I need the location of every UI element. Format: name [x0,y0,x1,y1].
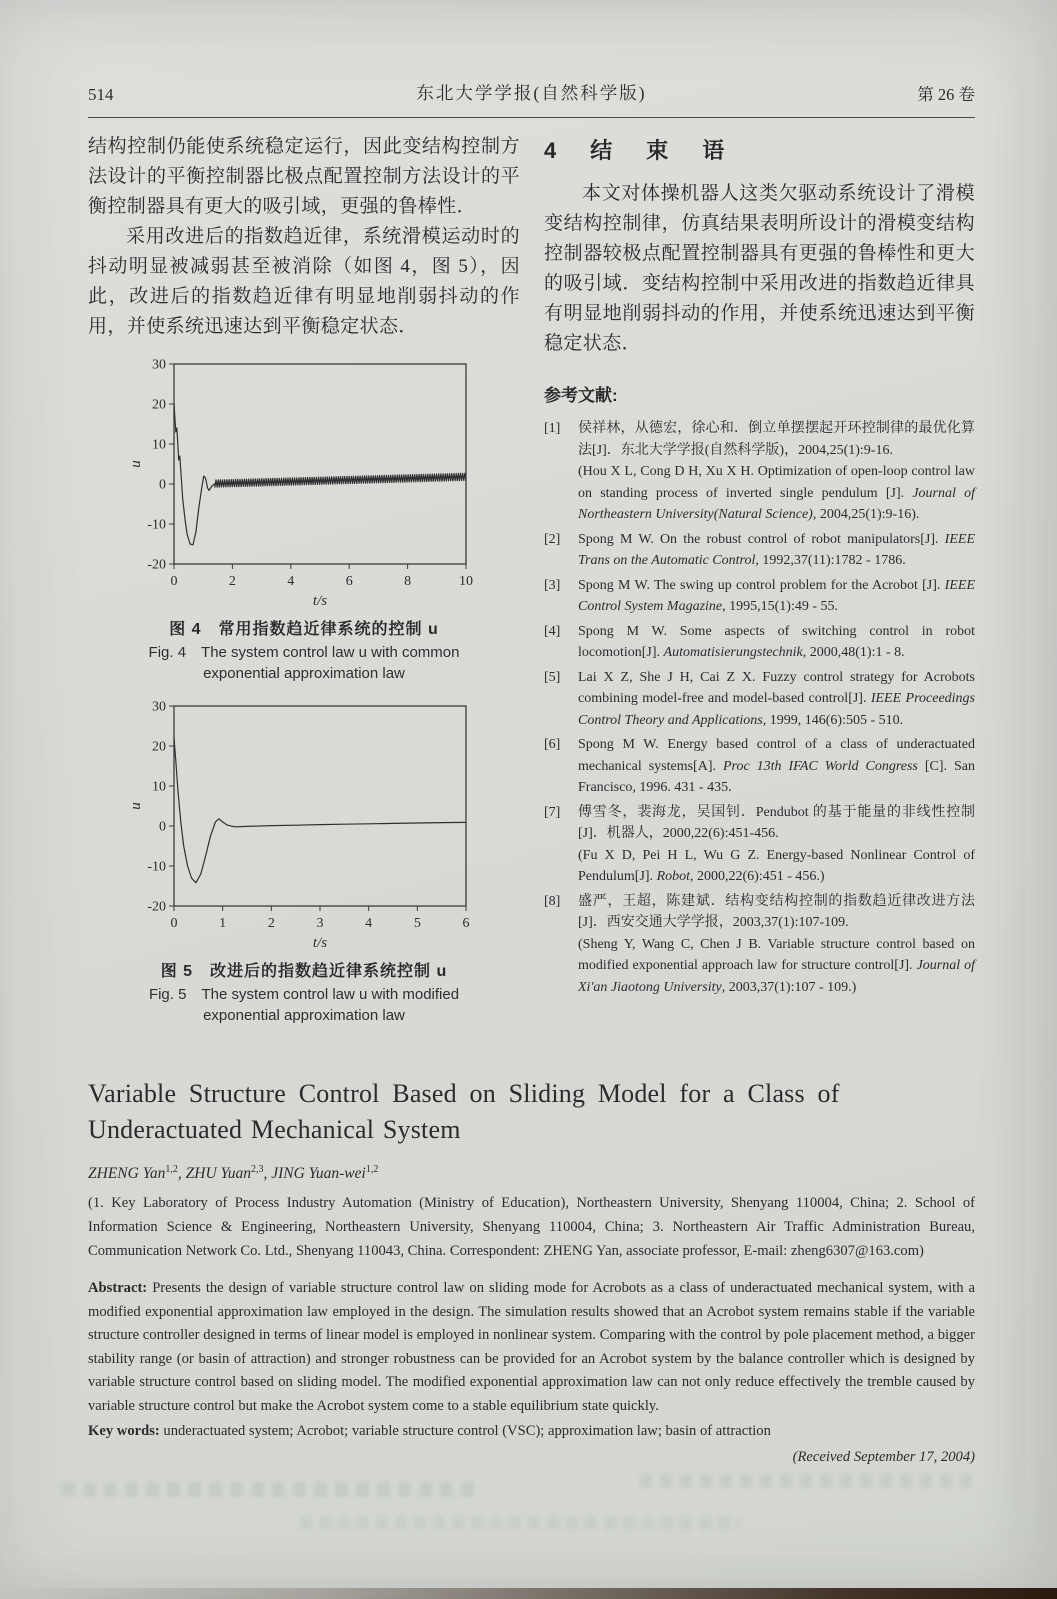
svg-text:6: 6 [462,916,470,931]
reference-segment: Journal of Northeastern University(Natural Science) [578,485,975,522]
svg-text:10: 10 [152,779,166,795]
svg-text:u: u [128,802,144,810]
svg-text:0: 0 [170,574,178,589]
figure-4-caption [88,616,520,684]
reference-text [578,621,975,664]
svg-text:t/s: t/s [312,593,328,609]
journal-title: 东北大学学报(自然科学版) [416,83,647,103]
reference-number: [5] [544,669,561,685]
reference-segment: , 2004,25(1):9-16). [812,507,920,522]
keywords [88,1420,975,1443]
svg-text:4: 4 [287,574,295,589]
reference-segment: Spong M W. On the robust control of robot manipulators[J]. [578,531,945,547]
reference-text [578,575,975,618]
reference-segment: Spong M W. Energy based control of a class of underactuated mechanical systems[A]. [578,737,975,774]
conclusion-paragraph: 本文对体操机器人这类欠驱动系统设计了滑模变结构控制律，仿真结果表明所设计的滑模变结构控制器较极点配置控制器具有更强的鲁棒性和更大的吸引域．变结构控制中采用改进的指数趋近律具有明显地削弱抖动的作用，并使系统迅速达到平衡稳定状态． [544,183,975,354]
svg-text:0: 0 [159,477,166,493]
reference-segment: 侯祥林，从德宏，徐心和．倒立单摆摆起开环控制律的最优化算法[J]．东北大学学报(自然科学版)，2004,25(1):9-16. [578,421,975,458]
bleed-through-artifact [300,1516,740,1530]
reference-segment: (Sheng Y, Wang C, Chen J B. Variable structure control based on modified exponential approach law for structure control[J]. [578,936,975,973]
bleed-through-artifact [62,1482,482,1497]
page-number: 514 [88,85,114,104]
abstract-text: Presents the design of variable structure control law on sliding mode for Acrobots as a class of underactuated mechanical system, with a modified exponential approximation law employed in the design. The simulation results showed that an Acrobot system remains stable if the variable structure controller designed in terms of linear model is employed in nonlinear system. Comparing with the control by pole placement method, a bigger stability range (or basin of attraction) and stronger robustness can be provided for an Acrobot system by the balance controller which is designed by variable structure control based on sliding model. The modified exponential approximation law can not only reduce effectively the tremble caused by variable structure control but make the Acrobot system come to a stable equilibrium state quickly. [88,1280,975,1414]
svg-text:6: 6 [345,574,353,589]
reference-segment: (Fu X D, Pei H L, Wu G Z. Energy-based Nonlinear Control of Pendulum[J]. [578,847,975,884]
reference-segment: Lai X Z, She J H, Cai Z X. Fuzzy control strategy for Acrobots combining model-free and model-based control[J]. [578,669,975,706]
svg-text:4: 4 [365,916,373,931]
body-paragraph-1: 结构控制仍能使系统稳定运行，因此变结构控制方法设计的平衡控制器比极点配置控制方法设计的平衡控制器具有更大的吸引域，更强的鲁棒性． [88,136,520,217]
volume-label: 第 26 卷 [917,85,975,104]
reference-number: [1] [544,421,561,436]
svg-text:0: 0 [170,916,178,931]
body-paragraph-2: 采用改进后的指数趋近律，系统滑模运动时的抖动明显被减弱甚至被消除（如图 4，图 5），因此，改进后的指数趋近律有明显地削弱抖动的作用，并使系统迅速达到平衡稳定状态． [88,226,520,337]
svg-text:0: 0 [159,819,166,835]
keywords-text: underactuated system; Acrobot; variable structure control (VSC); approximation law; basin of attraction [163,1423,771,1440]
reference-item [544,621,975,664]
reference-segment: Spong M W. The swing up control problem for the Acrobot [J]. [578,577,945,593]
author-name: , JING Yuan-wei [263,1165,366,1183]
figure-4 [88,354,520,684]
reference-segment: , 1995,15(1):49 - 55. [722,599,839,614]
references-list [544,418,975,998]
header-rule [88,117,975,118]
svg-text:-20: -20 [147,557,166,573]
reference-number: [4] [544,623,561,639]
svg-text:2: 2 [228,574,236,589]
reference-item [544,529,975,572]
svg-text:30: 30 [152,357,166,373]
left-column [88,132,520,1030]
page-header [88,80,975,105]
reference-item [544,575,975,618]
figure-5-chart [128,696,480,952]
reference-item [544,418,975,526]
reference-number: [6] [544,737,561,752]
svg-text:-10: -10 [147,517,166,533]
svg-text:-20: -20 [147,899,166,915]
svg-text:10: 10 [152,437,166,453]
svg-text:1: 1 [219,916,227,931]
svg-text:2: 2 [267,916,275,931]
svg-text:t/s: t/s [312,935,328,951]
reference-text [578,891,975,999]
english-title [88,1076,975,1148]
authors-line [88,1164,975,1183]
reference-segment: IEEE Trans on the Automatic Control [578,531,975,568]
author-superscript: 1,2 [165,1164,178,1175]
reference-segment: [C]. San Francisco, 1996. 431 - 435. [578,758,975,795]
abstract [88,1277,975,1418]
affiliations: (1. Key Laboratory of Process Industry Automation (Ministry of Education), Northeastern University, Shenyang 110004, China; 2. School of Information Science & Engineering, Northeastern University, Shenyang 110004, China; 3. Northeastern Air Traffic Administration Bureau, Communication Network Co. Ltd., Shenyang 110043, China. Correspondent: ZHENG Yan, associate professor, E-mail: zheng6307@163.com) [88,1195,975,1260]
received-date: (Received September 17, 2004) [792,1449,975,1466]
english-title-line-2: Underactuated Mechanical System [88,1115,461,1144]
reference-segment: 盛严，王超，陈建斌．结构变结构控制的指数趋近律改进方法[J]．西安交通大学学报，2003,37(1):107-109. [578,893,975,930]
reference-number: [8] [544,893,561,909]
reference-segment: , 1999, 146(6):505 - 510. [762,712,904,728]
keywords-label: Key words: [88,1423,160,1440]
svg-text:-10: -10 [147,859,166,875]
right-column [544,132,975,1030]
figure-4-caption-cn: 图 4 常用指数趋近律系统的控制 u [169,621,439,638]
caption-line: Fig. 4 The system control law u with common [148,644,460,661]
figure-4-chart [128,354,480,610]
figure-4-caption-en [88,642,520,684]
author-superscript: 2,3 [250,1164,264,1175]
reference-item [544,667,975,732]
reference-segment: 傅雪冬，裴海龙，吴国钊．Pendubot 的基于能量的非线性控制[J]．机器人，2000,22(6):451-456. [578,804,975,841]
svg-text:5: 5 [413,916,421,931]
scan-edge-shadow [0,1588,1057,1599]
reference-segment: Automatisierungstechnik [663,645,803,660]
caption-line: Fig. 5 The system control law u with modified [148,986,460,1003]
caption-line: exponential approximation law [203,1007,405,1024]
svg-text:20: 20 [152,397,166,413]
reference-text [578,734,975,799]
reference-segment: Spong M W. Some aspects of switching control in robot locomotion[J]. [578,623,975,660]
reference-segment: IEEE Control System Magazine [578,577,975,614]
reference-number: [3] [544,577,561,593]
references-heading: 参考文献: [544,386,618,405]
svg-text:3: 3 [316,916,324,931]
reference-number: [2] [544,531,561,547]
reference-segment: Robot [656,869,691,884]
reference-segment: , 1992,37(11):1782 - 1786. [755,553,906,568]
svg-text:10: 10 [459,574,473,589]
reference-segment: Journal of Xi'an Jiaotong University [578,958,975,995]
reference-number: [7] [544,804,561,820]
svg-text:u: u [128,460,144,468]
reference-text [578,418,975,526]
abstract-label: Abstract: [88,1280,148,1297]
english-title-line-1: Variable Structure Control Based on Sliding Model for a Class of [88,1079,840,1108]
svg-text:30: 30 [152,699,166,715]
figure-5-caption-cn: 图 5 改进后的指数趋近律系统控制 u [160,963,448,980]
figure-5 [88,696,520,1026]
reference-segment: Proc 13th IFAC World Congress [722,758,918,774]
svg-text:8: 8 [404,574,412,589]
reference-text [578,802,975,888]
english-section [88,1076,975,1466]
reference-item [544,802,975,888]
figure-5-caption [88,958,520,1026]
reference-text [578,529,975,572]
reference-segment: (Hou X L, Cong D H, Xu X H. Optimization of open-loop control law on standing process of inverted single pendulum [J]. [578,464,975,501]
svg-text:20: 20 [152,739,166,755]
reference-item [544,734,975,799]
reference-item [544,891,975,999]
two-column-body [88,132,975,1030]
author-name: , ZHU Yuan [177,1165,251,1183]
caption-line: exponential approximation law [203,665,405,682]
reference-segment: , 2003,37(1):107 - 109.) [721,979,857,995]
reference-segment: IEEE Proceedings Control Theory and Applications [578,691,975,728]
author-superscript: 1,2 [365,1164,379,1175]
reference-segment: , 2000,22(6):451 - 456.) [690,869,825,884]
reference-segment: , 2000,48(1):1 - 8. [802,645,905,660]
reference-text [578,667,975,732]
bleed-through-artifact [640,1474,980,1488]
author-name: ZHENG Yan [88,1165,166,1183]
conclusion-heading: 4 结 束 语 [544,138,731,163]
figure-5-caption-en [88,984,520,1026]
